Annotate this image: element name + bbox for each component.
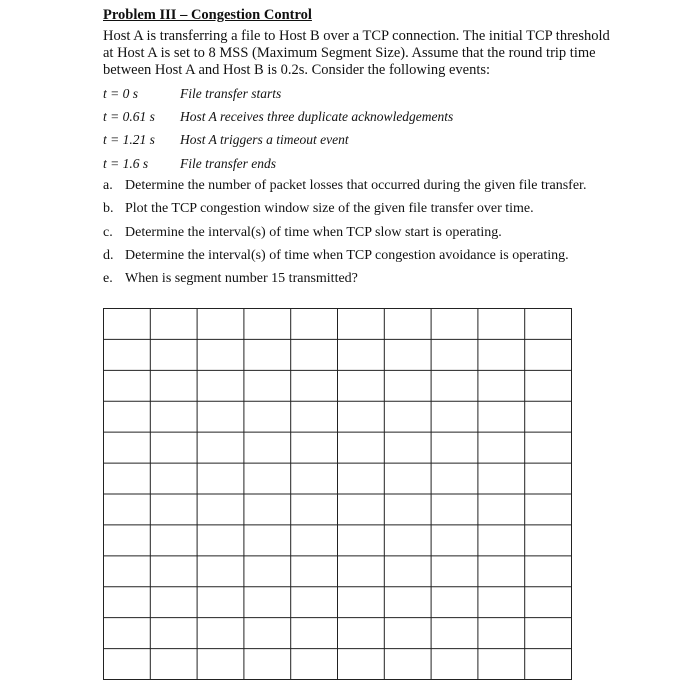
question-label: b. <box>103 201 114 217</box>
problem-intro <box>103 28 610 79</box>
question-item <box>103 178 603 201</box>
question-text: Determine the interval(s) of time when TCP congestion avoidance is operating. <box>125 247 569 263</box>
question-list <box>103 178 603 294</box>
question-text: Plot the TCP congestion window size of the given file transfer over time. <box>125 201 534 217</box>
question-item <box>103 201 603 224</box>
answer-grid-svg <box>103 308 572 680</box>
question-item <box>103 271 603 294</box>
intro-line: Host A is transferring a file to Host B over a TCP connection. The initial TCP threshold <box>103 28 610 44</box>
event-time: t = 0.61 s <box>103 109 155 125</box>
event-description: File transfer ends <box>180 155 276 171</box>
event-row <box>103 109 603 132</box>
question-label: a. <box>103 178 113 193</box>
intro-line: at Host A is set to 8 MSS (Maximum Segment Size). Assume that the round trip time <box>103 45 596 61</box>
event-row <box>103 132 603 155</box>
event-time: t = 1.6 s <box>103 155 149 171</box>
answer-grid <box>103 308 572 680</box>
event-row <box>103 156 603 179</box>
event-time: t = 1.21 s <box>103 132 155 148</box>
question-label: c. <box>103 224 113 240</box>
problem-title: Problem III – Congestion Control <box>103 7 312 23</box>
question-label: d. <box>103 247 114 263</box>
question-text: Determine the number of packet losses that occurred during the given file transfer. <box>125 178 587 193</box>
event-description: Host A triggers a timeout event <box>180 132 349 148</box>
event-list <box>103 86 603 179</box>
question-text: When is segment number 15 transmitted? <box>125 271 358 287</box>
event-time: t = 0 s <box>103 86 138 101</box>
event-row <box>103 86 603 109</box>
event-description: Host A receives three duplicate acknowledgements <box>180 109 454 125</box>
question-item <box>103 225 603 248</box>
event-description: File transfer starts <box>180 86 282 101</box>
intro-line: between Host A and Host B is 0.2s. Consider the following events: <box>103 62 491 78</box>
question-text: Determine the interval(s) of time when TCP slow start is operating. <box>125 224 502 240</box>
question-item <box>103 248 603 271</box>
question-label: e. <box>103 271 113 287</box>
